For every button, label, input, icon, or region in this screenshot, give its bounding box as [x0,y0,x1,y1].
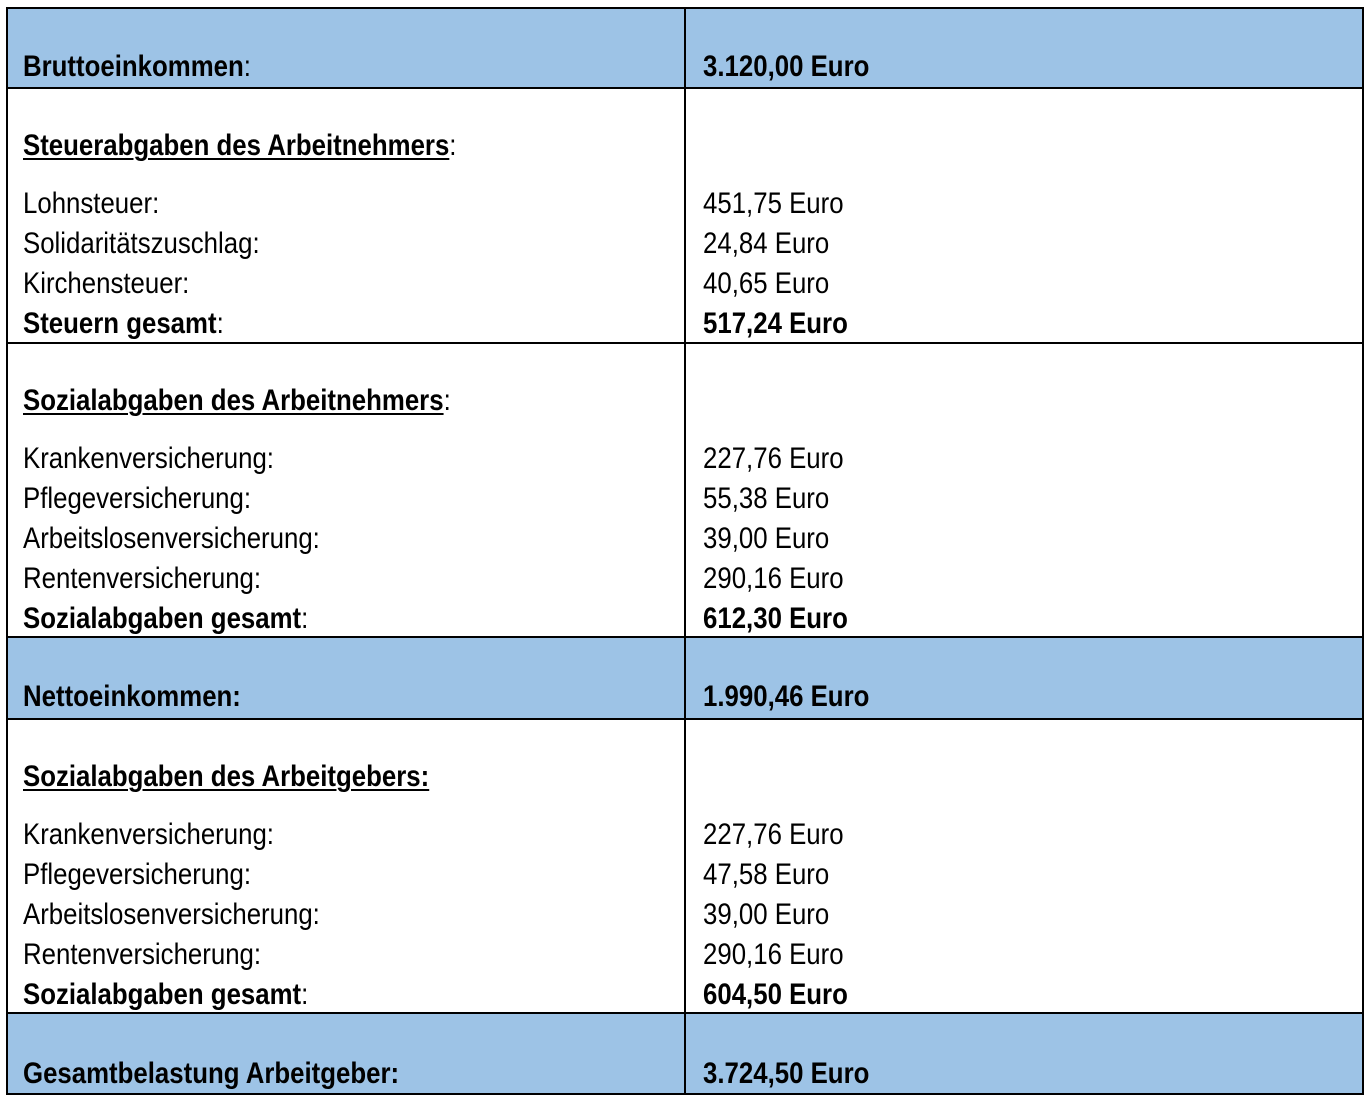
sozial-an-heading-text: Sozialabgaben des Arbeitnehmers [23,384,444,417]
sozial-ag-row-label: Arbeitslosenversicherung: [23,898,320,931]
sozial-an-row-value: 227,76 Euro [703,442,844,475]
sozial-an-row-label: Arbeitslosenversicherung: [23,522,320,555]
sozial-an-heading [23,386,451,416]
gesamt-label: Gesamtbelastung Arbeitgeber: [23,1057,400,1090]
steuer-row-label: Kirchensteuer: [23,267,190,300]
sozial-ag-total-colon: : [301,978,309,1011]
brutto-value: 3.120,00 Euro [703,50,870,83]
steuer-row-label: Lohnsteuer: [23,187,160,220]
sozial-an-heading-colon: : [443,384,451,417]
sozial-ag-total-text: Sozialabgaben gesamt [23,978,302,1011]
sozial-an-row-value: 55,38 Euro [703,482,830,515]
netto-label: Nettoeinkommen: [23,680,241,713]
sozial-ag-row-label: Pflegeversicherung: [23,858,252,891]
steuer-heading-colon: : [449,129,457,162]
sozial-ag-heading: Sozialabgaben des Arbeitgebers: [23,760,430,793]
steuer-row-value: 40,65 Euro [703,267,830,300]
sozial-ag-row-label: Rentenversicherung: [23,938,262,971]
sozial-ag-total-value: 604,50 Euro [703,978,848,1011]
sozial-ag-row-value: 39,00 Euro [703,898,830,931]
steuer-heading [23,131,456,161]
steuer-row-value: 451,75 Euro [703,187,844,220]
sozial-ag-total-label [23,980,308,1010]
netto-value: 1.990,46 Euro [703,680,870,713]
steuer-row-label: Solidaritätszuschlag: [23,227,260,260]
steuer-total-colon: : [216,307,224,340]
sozial-an-row-label: Rentenversicherung: [23,562,262,595]
sozial-an-total-text: Sozialabgaben gesamt [23,602,302,635]
steuer-total-value: 517,24 Euro [703,307,848,340]
brutto-label [23,52,251,82]
sozial-an-row-label: Pflegeversicherung: [23,482,252,515]
sozial-an-row-value: 290,16 Euro [703,562,844,595]
steuer-total-label [23,309,224,339]
sozial-ag-row-value: 47,58 Euro [703,858,830,891]
sozial-ag-row-value: 290,16 Euro [703,938,844,971]
brutto-label-colon: : [243,50,251,83]
brutto-label-text: Bruttoeinkommen [23,50,244,83]
sozial-an-row-label: Krankenversicherung: [23,442,274,475]
steuer-heading-text: Steuerabgaben des Arbeitnehmers [23,129,450,162]
sozial-an-total-colon: : [301,602,309,635]
gesamt-value: 3.724,50 Euro [703,1057,870,1090]
sozial-ag-row-value: 227,76 Euro [703,818,844,851]
steuer-row-value: 24,84 Euro [703,227,830,260]
sozial-an-total-value: 612,30 Euro [703,602,848,635]
steuer-total-text: Steuern gesamt [23,307,217,340]
sozial-an-total-label [23,604,308,634]
sozial-ag-row-label: Krankenversicherung: [23,818,274,851]
sozial-an-row-value: 39,00 Euro [703,522,830,555]
